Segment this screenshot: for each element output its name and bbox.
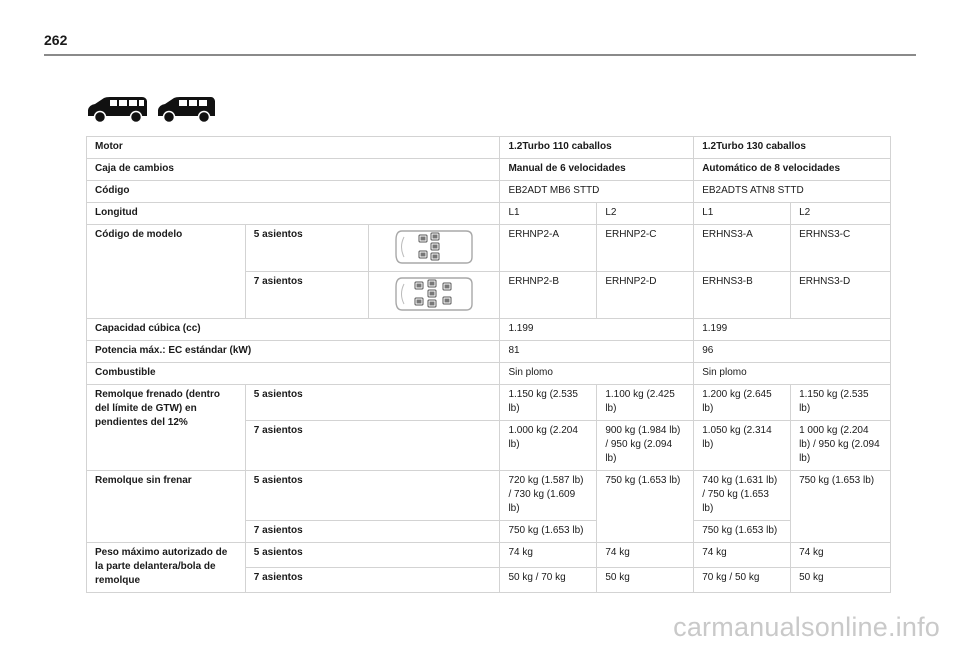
table-row-length: [87, 203, 891, 225]
row-label: Código: [87, 181, 500, 203]
cell: 1 000 kg (2.204 lb) / 950 kg (2.094 lb): [791, 421, 891, 471]
cell: 1.200 kg (2.645 lb): [694, 385, 791, 421]
table-row-unbraked-trailer-5: [87, 471, 891, 521]
row-label: Caja de cambios: [87, 159, 500, 181]
row-label: Remolque sin frenar: [87, 471, 246, 543]
cell: 1.150 kg (2.535 lb): [500, 385, 597, 421]
cell: L2: [597, 203, 694, 225]
vehicle-icons: [86, 96, 218, 126]
cell: 74 kg: [500, 543, 597, 568]
cell: 1.050 kg (2.314 lb): [694, 421, 791, 471]
cell: ERHNS3-A: [694, 225, 791, 272]
cell: 50 kg: [597, 568, 694, 593]
cell: ERHNS3-D: [791, 272, 891, 319]
cell: 750 kg (1.653 lb): [500, 521, 597, 543]
cell: 750 kg (1.653 lb): [597, 471, 694, 543]
specifications-table: [86, 136, 891, 593]
cell: Manual de 6 velocidades: [500, 159, 694, 181]
cell: 900 kg (1.984 lb) / 950 kg (2.094 lb): [597, 421, 694, 471]
seat-layout-5-icon: [392, 228, 476, 266]
watermark-text: carmanualsonline.info: [673, 612, 940, 642]
cell: L2: [791, 203, 891, 225]
table-row-towball-load-5: [87, 543, 891, 568]
cell: 1.150 kg (2.535 lb): [791, 385, 891, 421]
seats-label: 7 asientos: [245, 421, 500, 471]
cell: 1.199: [694, 319, 891, 341]
seat-layout-cell: [368, 272, 500, 319]
row-label: Remolque frenado (dentro del límite de GTW) en pendientes del 12%: [87, 385, 246, 471]
table-row-displacement: [87, 319, 891, 341]
table-row-model-code-5: [87, 225, 891, 272]
seats-label: 5 asientos: [245, 385, 500, 421]
cell: 74 kg: [597, 543, 694, 568]
row-label: Longitud: [87, 203, 500, 225]
cell: ERHNP2-B: [500, 272, 597, 319]
table-row-fuel: [87, 363, 891, 385]
cell: 1.100 kg (2.425 lb): [597, 385, 694, 421]
cell: Automático de 8 velocidades: [694, 159, 891, 181]
cell: EB2ADT MB6 STTD: [500, 181, 694, 203]
cell: 750 kg (1.653 lb): [694, 521, 791, 543]
cell: ERHNS3-B: [694, 272, 791, 319]
cell: 50 kg / 70 kg: [500, 568, 597, 593]
cell: 1.199: [500, 319, 694, 341]
seats-label: 5 asientos: [245, 543, 500, 568]
table-row-gearbox: [87, 159, 891, 181]
cell: 1.2Turbo 130 caballos: [694, 137, 891, 159]
cell: 1.2Turbo 110 caballos: [500, 137, 694, 159]
page-number: 262: [44, 32, 68, 48]
row-label: Potencia máx.: EC estándar (kW): [87, 341, 500, 363]
seat-layout-7-icon: [392, 275, 476, 313]
cell: 1.000 kg (2.204 lb): [500, 421, 597, 471]
cell: 74 kg: [791, 543, 891, 568]
row-label: Capacidad cúbica (cc): [87, 319, 500, 341]
cell: ERHNS3-C: [791, 225, 891, 272]
van-l1-icon: [88, 97, 147, 123]
table-row-motor: [87, 137, 891, 159]
cell: 70 kg / 50 kg: [694, 568, 791, 593]
row-label: Código de modelo: [87, 225, 246, 319]
cell: L1: [500, 203, 597, 225]
cell: 96: [694, 341, 891, 363]
seat-layout-cell: [368, 225, 500, 272]
table-row-power: [87, 341, 891, 363]
table-row-code: [87, 181, 891, 203]
cell: ERHNP2-D: [597, 272, 694, 319]
cell: Sin plomo: [694, 363, 891, 385]
seats-label: 5 asientos: [245, 225, 368, 272]
seats-label: 5 asientos: [245, 471, 500, 521]
seats-label: 7 asientos: [245, 568, 500, 593]
cell: 740 kg (1.631 lb) / 750 kg (1.653 lb): [694, 471, 791, 521]
cell: ERHNP2-C: [597, 225, 694, 272]
cell: L1: [694, 203, 791, 225]
cell: 750 kg (1.653 lb): [791, 471, 891, 543]
row-label: Motor: [87, 137, 500, 159]
row-label: Peso máximo autorizado de la parte delantera/bola de remolque: [87, 543, 246, 593]
cell: 720 kg (1.587 lb) / 730 kg (1.609 lb): [500, 471, 597, 521]
header-divider: [44, 54, 916, 56]
cell: 50 kg: [791, 568, 891, 593]
cell: EB2ADTS ATN8 STTD: [694, 181, 891, 203]
van-l2-icon: [158, 97, 215, 123]
seats-label: 7 asientos: [245, 272, 368, 319]
cell: 74 kg: [694, 543, 791, 568]
cell: ERHNP2-A: [500, 225, 597, 272]
cell: Sin plomo: [500, 363, 694, 385]
row-label: Combustible: [87, 363, 500, 385]
table-row-braked-trailer-5: [87, 385, 891, 421]
cell: 81: [500, 341, 694, 363]
seats-label: 7 asientos: [245, 521, 500, 543]
